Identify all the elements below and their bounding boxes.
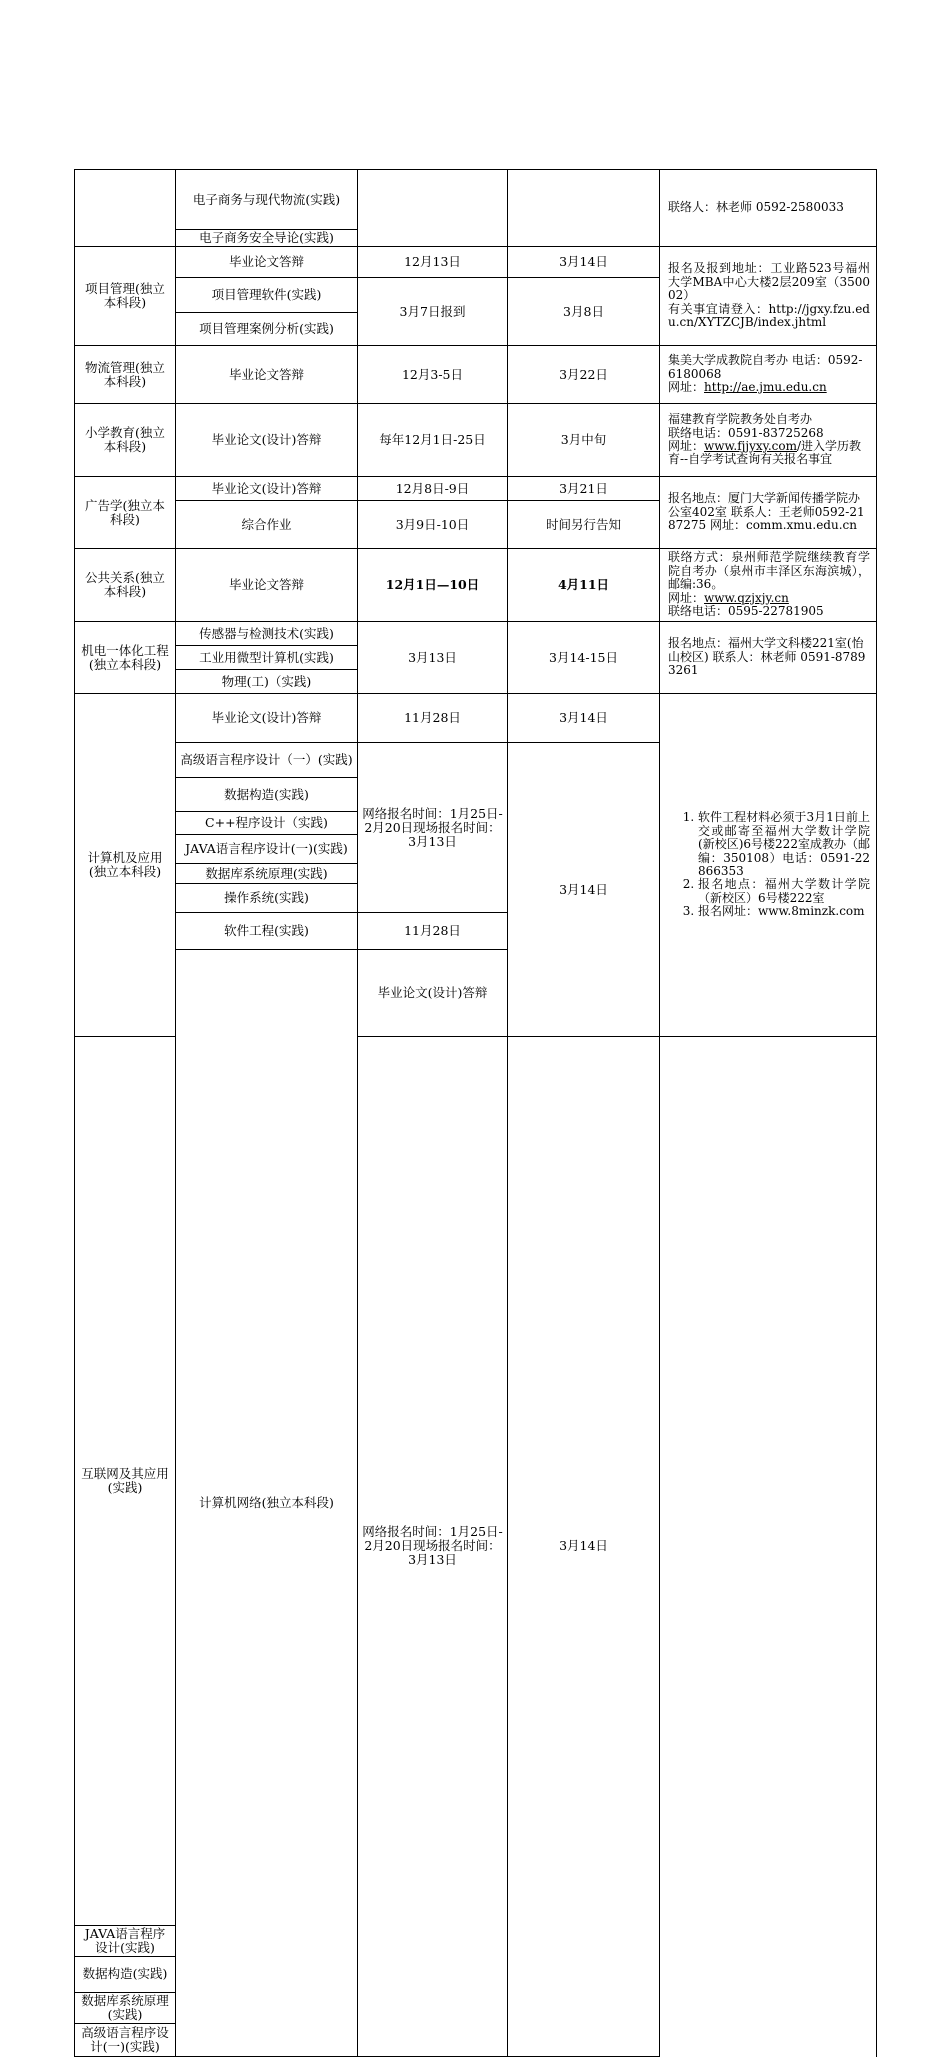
course-cell: 毕业论文答辩 — [176, 346, 358, 404]
course-cell: 高级语言程序设计（一）(实践) — [176, 743, 358, 778]
major-cell: 计算机网络(独立本科段) — [176, 950, 358, 2057]
contact-info-cell: 集美大学成教院自考办 电话：0592-6180068 网址：http://ae.jmu.edu.cn — [660, 346, 877, 404]
major-cell — [75, 170, 176, 247]
arrival-date-cell: 时间另行告知 — [508, 501, 660, 549]
website-link[interactable]: http://ae.jmu.edu.cn — [704, 380, 827, 395]
major-cell: 公共关系(独立本科段) — [75, 549, 176, 622]
course-cell: 毕业论文(设计)答辩 — [176, 694, 358, 743]
defense-date-cell: 每年12月1日-25日 — [358, 404, 508, 477]
defense-date-cell: 12月3-5日 — [358, 346, 508, 404]
arrival-date-cell: 4月11日 — [508, 549, 660, 622]
course-cell: 数据构造(实践) — [176, 778, 358, 812]
contact-info-cell: 报名地点：厦门大学新闻传播学院办公室402室 联系人：王老师0592-2187275 网址：comm.xmu.edu.cn — [660, 477, 877, 549]
arrival-date-cell: 3月14日 — [508, 1037, 660, 2057]
defense-date-cell: 网络报名时间：1月25日-2月20日现场报名时间：3月13日 — [358, 743, 508, 913]
contact-info-cell: 报名地点：福州大学文科楼221室(怡山校区) 联系人：林老师 0591-87893261 — [660, 622, 877, 694]
course-cell: JAVA语言程序设计(一)(实践) — [176, 835, 358, 864]
course-cell: 毕业论文(设计)答辩 — [176, 404, 358, 477]
arrival-date-cell: 3月21日 — [508, 477, 660, 501]
website-link[interactable]: www.fjjyxy.com — [704, 439, 797, 453]
website-link[interactable]: www.qzjxjy.cn — [704, 590, 789, 605]
major-cell: 小学教育(独立本科段) — [75, 404, 176, 477]
arrival-date-cell: 3月中旬 — [508, 404, 660, 477]
course-cell: 互联网及其应用(实践) — [75, 1037, 176, 1926]
course-cell: JAVA语言程序设计(实践) — [75, 1925, 176, 1956]
course-cell: 数据库系统原理(实践) — [75, 1992, 176, 2023]
defense-date-cell — [358, 170, 508, 247]
course-cell: 工业用微型计算机(实践) — [176, 646, 358, 670]
defense-date-cell: 12月13日 — [358, 247, 508, 278]
course-cell: 数据构造(实践) — [75, 1956, 176, 1992]
course-cell: 综合作业 — [176, 501, 358, 549]
major-cell: 计算机及应用(独立本科段) — [75, 694, 176, 1037]
defense-date-cell: 12月8日-9日 — [358, 477, 508, 501]
arrival-date-cell — [508, 170, 660, 247]
course-cell: 毕业论文(设计)答辩 — [176, 477, 358, 501]
course-cell: 项目管理案例分析(实践) — [176, 313, 358, 346]
notes-list: 1. 软件工程材料必须于3月1日前上交或邮寄至福州大学数计学院(新校区)6号楼222室成教办（邮编：350108）电话：0591-22866353 2. 报名地点：福州大学数计学院（新校区）6号楼222室 3. 报名网址：www.8minzk.com — [668, 811, 870, 919]
arrival-date-cell: 3月8日 — [508, 278, 660, 346]
arrival-date-cell: 3月14日 — [508, 743, 660, 1037]
course-cell: 物理(工)（实践) — [176, 670, 358, 694]
contact-info-cell: 福建教育学院教务处自考办 联络电话：0591-83725268 网址：www.fjjyxy.com/进入学历教育--自学考试查询有关报名事宜 — [660, 404, 877, 477]
course-cell: 毕业论文答辩 — [176, 247, 358, 278]
defense-date-cell: 11月28日 — [358, 913, 508, 950]
contact-info-cell: 联络方式：泉州师范学院继续教育学院自考办（泉州市丰泽区东海滨城），邮编:36。 网址：www.qzjxjy.cn 联络电话：0595-22781905 — [660, 549, 877, 622]
exam-schedule-table — [74, 169, 877, 2057]
contact-info-cell — [660, 694, 877, 1037]
defense-date-cell: 12月1日—10日 — [358, 549, 508, 622]
arrival-date-cell: 3月14日 — [508, 694, 660, 743]
course-cell: 电子商务安全导论(实践) — [176, 230, 358, 247]
major-cell: 机电一体化工程(独立本科段) — [75, 622, 176, 694]
major-cell: 广告学(独立本科段) — [75, 477, 176, 549]
arrival-date-cell: 3月14日 — [508, 247, 660, 278]
defense-date-cell: 3月13日 — [358, 622, 508, 694]
course-cell: 数据库系统原理(实践) — [176, 864, 358, 884]
course-cell: 传感器与检测技术(实践) — [176, 622, 358, 646]
course-cell: 操作系统(实践) — [176, 884, 358, 913]
major-cell: 项目管理(独立本科段) — [75, 247, 176, 346]
contact-info-cell: 报名及报到地址：工业路523号福州大学MBA中心大楼2层209室（350002） 有关事宜请登入：http://jgxy.fzu.edu.cn/XYTZCJB/index.jhtml — [660, 247, 877, 346]
defense-date-cell: 3月9日-10日 — [358, 501, 508, 549]
defense-date-cell: 11月28日 — [358, 694, 508, 743]
arrival-date-cell: 3月22日 — [508, 346, 660, 404]
contact-info-cell: 联络人：林老师 0592-2580033 — [660, 170, 877, 247]
course-cell: 电子商务与现代物流(实践) — [176, 170, 358, 230]
major-cell: 物流管理(独立本科段) — [75, 346, 176, 404]
arrival-date-cell: 3月14-15日 — [508, 622, 660, 694]
course-cell: 毕业论文(设计)答辩 — [358, 950, 508, 1037]
course-cell: C++程序设计（实践) — [176, 812, 358, 835]
course-cell: 高级语言程序设计(一)(实践) — [75, 2023, 176, 2056]
course-cell: 毕业论文答辩 — [176, 549, 358, 622]
course-cell: 项目管理软件(实践) — [176, 278, 358, 313]
course-cell: 软件工程(实践) — [176, 913, 358, 950]
defense-date-cell: 3月7日报到 — [358, 278, 508, 346]
defense-date-cell: 网络报名时间：1月25日-2月20日现场报名时间：3月13日 — [358, 1037, 508, 2057]
